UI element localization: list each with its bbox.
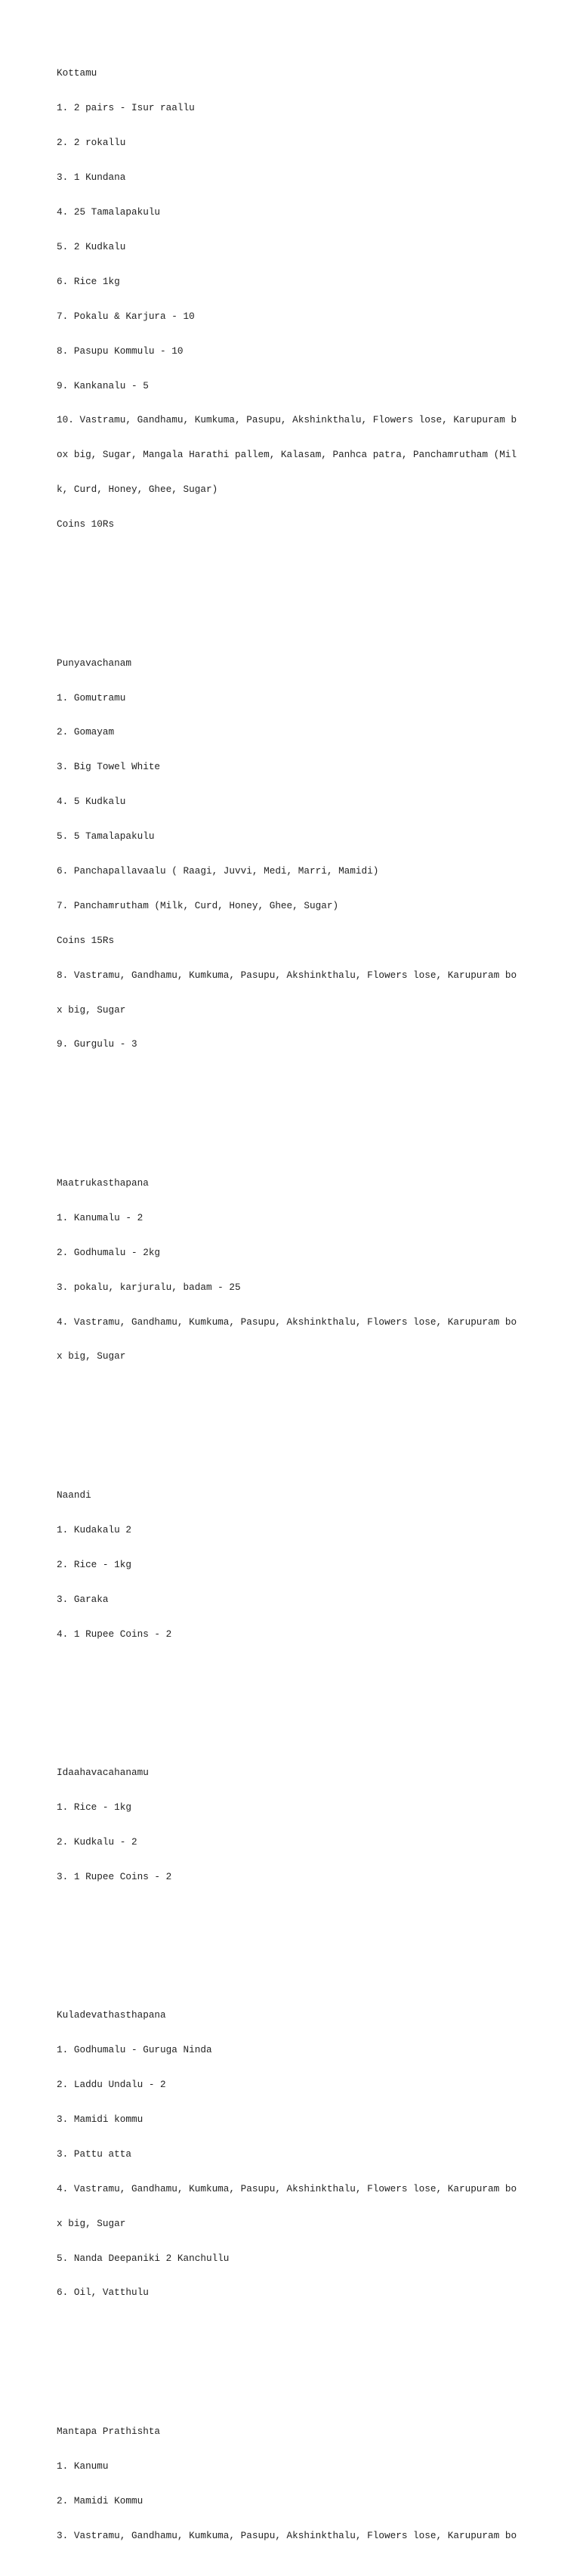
list-item-continuation: x big, Sugar	[57, 1003, 126, 1016]
list-item: 3. 1 Kundana	[57, 172, 126, 184]
list-item: 3. Garaka	[57, 1593, 109, 1605]
list-item-continuation: x big, Sugar	[57, 1350, 126, 1362]
list-item: 2. 2 rokallu	[57, 137, 126, 149]
list-item: Coins 15Rs	[57, 934, 115, 946]
list-item: 7. Pokalu & Karjura - 10	[57, 310, 195, 322]
section-punyavachanam	[57, 634, 540, 1073]
list-item: 1. Kanumalu - 2	[57, 1211, 143, 1223]
list-item: 1. Godhumalu - Guruga Ninda	[57, 2044, 212, 2056]
list-item: 1. Rice - 1kg	[57, 1801, 131, 1814]
list-item: 3. Big Towel White	[57, 761, 161, 773]
list-item: 5. 2 Kudkalu	[57, 240, 126, 252]
section-kuladevathasthapana	[57, 1987, 540, 2322]
list-item-continuation: k, Curd, Honey, Ghee, Sugar)	[57, 484, 218, 496]
list-item: 5. 5 Tamalapakulu	[57, 830, 155, 843]
list-item: 6. Panchapallavaalu ( Raagi, Juvvi, Medi, Marri, Mamidi)	[57, 864, 379, 877]
list-item: 1. Gomutramu	[57, 691, 126, 704]
list-item: 2. Gomayam	[57, 726, 115, 738]
list-item: 4. 25 Tamalapakulu	[57, 206, 161, 218]
section-gap	[57, 1686, 540, 1697]
section-kottamu	[57, 45, 540, 553]
section-mantapa-prathishta	[57, 2402, 540, 2564]
list-item: 1. Kanumu	[57, 2460, 109, 2472]
section-gap	[57, 1096, 540, 1108]
list-item: 4. Vastramu, Gandhamu, Kumkuma, Pasupu, Akshinkthalu, Flowers lose, Karupuram bo	[57, 1316, 517, 1328]
list-item: 10. Vastramu, Gandhamu, Kumkuma, Pasupu, Akshinkthalu, Flowers lose, Karupuram b	[57, 414, 517, 426]
list-item: 3. pokalu, karjuralu, badam - 25	[57, 1281, 241, 1293]
list-item: 6. Oil, Vatthulu	[57, 2287, 149, 2299]
section-gap	[57, 2345, 540, 2356]
section-idaahavacahanamu	[57, 1744, 540, 1906]
list-item: 2. Godhumalu - 2kg	[57, 1246, 161, 1258]
list-item: 3. Pattu atta	[57, 2148, 131, 2160]
section-gap	[57, 1928, 540, 1940]
section-gap	[57, 1409, 540, 1420]
list-item: 5. Nanda Deepaniki 2 Kanchullu	[57, 2252, 230, 2264]
list-item: 4. Vastramu, Gandhamu, Kumkuma, Pasupu, Akshinkthalu, Flowers lose, Karupuram bo	[57, 2182, 517, 2194]
section-title: Kuladevathasthapana	[57, 2009, 166, 2021]
section-naandi	[57, 1466, 540, 1662]
list-item: 9. Kankanalu - 5	[57, 379, 149, 391]
list-item: 8. Pasupu Kommulu - 10	[57, 345, 184, 357]
list-item: 2. Mamidi Kommu	[57, 2494, 143, 2506]
list-item-continuation: x big, Sugar	[57, 2217, 126, 2229]
list-item: 3. Vastramu, Gandhamu, Kumkuma, Pasupu, Akshinkthalu, Flowers lose, Karupuram bo	[57, 2529, 517, 2541]
list-item: 2. Kudkalu - 2	[57, 1835, 137, 1848]
list-item: 7. Panchamrutham (Milk, Curd, Honey, Ghee, Sugar)	[57, 899, 339, 911]
section-maatrukasthapana	[57, 1154, 540, 1385]
list-item: Coins 10Rs	[57, 518, 115, 530]
list-item: 8. Vastramu, Gandhamu, Kumkuma, Pasupu, Akshinkthalu, Flowers lose, Karupuram bo	[57, 969, 517, 981]
list-item: 4. 5 Kudkalu	[57, 796, 126, 808]
section-title: Kottamu	[57, 67, 97, 79]
section-gap	[57, 577, 540, 588]
list-item: 3. 1 Rupee Coins - 2	[57, 1870, 172, 1882]
list-item: 1. 2 pairs - Isur raallu	[57, 102, 195, 114]
section-title: Idaahavacahanamu	[57, 1767, 149, 1779]
list-item: 2. Laddu Undalu - 2	[57, 2079, 166, 2091]
document-page	[57, 10, 540, 2576]
list-item: 3. Mamidi kommu	[57, 2114, 143, 2126]
section-title: Mantapa Prathishta	[57, 2426, 161, 2438]
section-title: Punyavachanam	[57, 657, 131, 669]
list-item: 1. Kudakalu 2	[57, 1523, 131, 1535]
list-item: 4. 1 Rupee Coins - 2	[57, 1628, 172, 1640]
section-title: Naandi	[57, 1489, 91, 1501]
list-item: 6. Rice 1kg	[57, 275, 120, 287]
list-item: 9. Gurgulu - 3	[57, 1038, 137, 1050]
list-item-continuation: ox big, Sugar, Mangala Harathi pallem, Kalasam, Panhca patra, Panchamrutham (Mil	[57, 449, 517, 461]
list-item: 2. Rice - 1kg	[57, 1558, 131, 1570]
section-title: Maatrukasthapana	[57, 1177, 149, 1189]
